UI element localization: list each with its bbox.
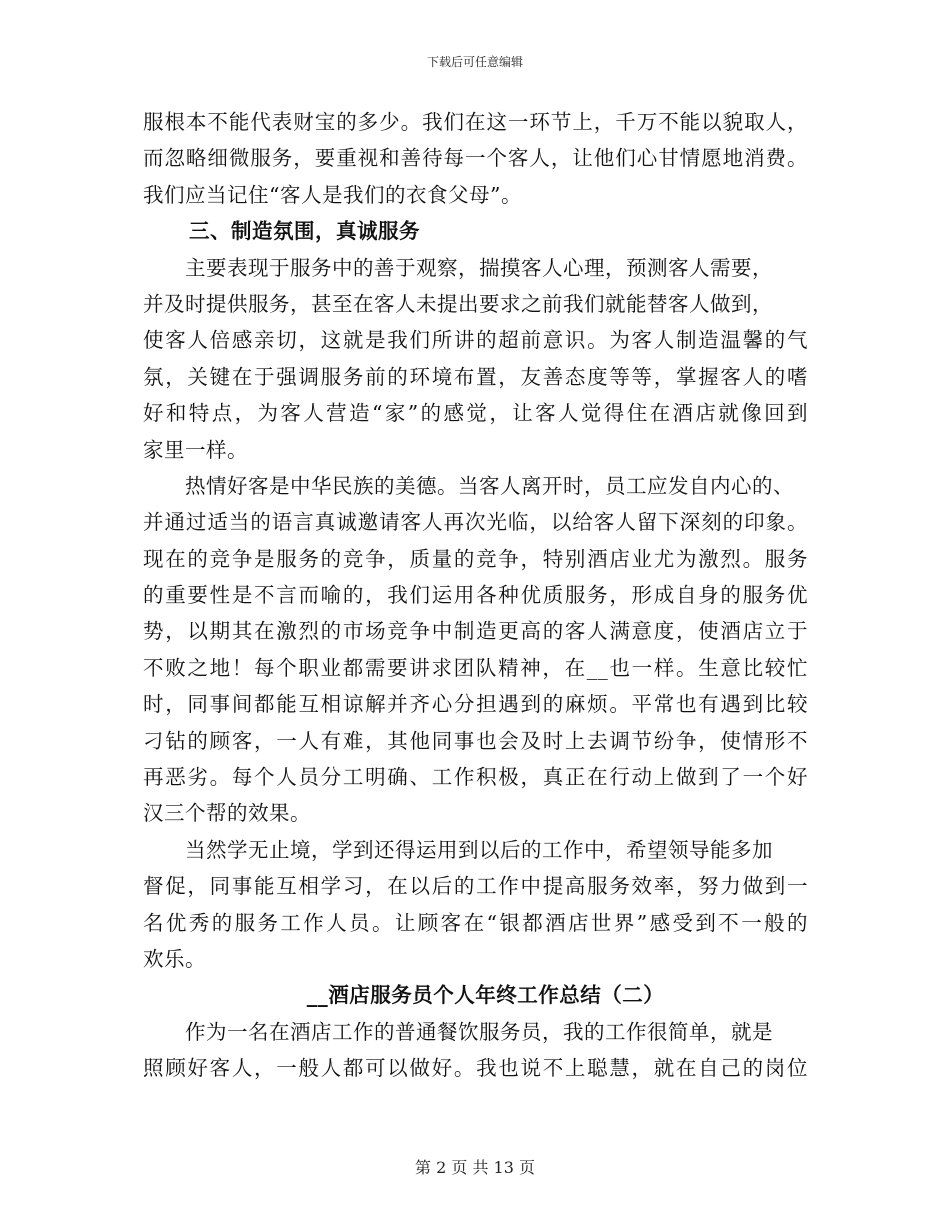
text-line: 名优秀的服务工作人员。让顾客在“银都酒店世界”感受到不一般的 (143, 910, 808, 935)
text-line: 并及时提供服务，甚至在客人未提出要求之前我们就能替客人做到， (143, 291, 773, 316)
text-line: 时，同事间都能互相谅解并齐心分担遇到的麻烦。平常也有遇到比较 (143, 692, 808, 717)
text-line: 势，以期其在激烈的市场竞争中制造更高的客人满意度，使酒店立于 (143, 619, 808, 644)
text-line: 好和特点，为客人营造“家”的感觉，让客人觉得住在酒店就像回到 (143, 401, 808, 426)
text-line: 我们应当记住“客人是我们的衣食父母”。 (143, 182, 522, 207)
text-line: 欢乐。 (143, 946, 206, 971)
text-line: 热情好客是中华民族的美德。当客人离开时，员工应发自内心的、 (185, 473, 794, 498)
text-line: 不败之地！每个职业都需要讲求团队精神，在__也一样。生意比较忙 (143, 655, 808, 680)
text-line: 而忽略细微服务，要重视和善待每一个客人，让他们心甘情愿地消费。 (143, 146, 808, 171)
text-line: 刁钻的顾客，一人有难，其他同事也会及时上去调节纷争，使情形不 (143, 728, 808, 753)
section-heading: 三、制造氛围，真诚服务 (189, 219, 420, 244)
text-line: 作为一名在酒店工作的普通餐饮服务员，我的工作很简单，就是 (185, 1019, 773, 1044)
document-body (143, 104, 808, 1087)
text-line: 使客人倍感亲切，这就是我们所讲的超前意识。为客人制造温馨的气 (143, 328, 808, 353)
text-line: 现在的竞争是服务的竞争，质量的竞争，特别酒店业尤为激烈。服务 (143, 546, 808, 571)
article-title: __酒店服务员个人年终工作总结（二） (306, 983, 665, 1008)
text-line: 当然学无止境，学到还得运用到以后的工作中，希望领导能多加 (185, 837, 773, 862)
text-line: 主要表现于服务中的善于观察，揣摸客人心理，预测客人需要， (185, 255, 773, 280)
page-number: 第 2 页 共 13 页 (415, 1158, 535, 1177)
text-line: 氛，关键在于强调服务前的环境布置，友善态度等等，掌握客人的嗜 (143, 364, 808, 389)
text-line: 家里一样。 (143, 437, 248, 462)
text-line: 服根本不能代表财宝的多少。我们在这一环节上，千万不能以貌取人， (143, 110, 808, 134)
text-line: 的重要性是不言而喻的，我们运用各种优质服务，形成自身的服务优 (143, 583, 808, 608)
text-line: 照顾好客人，一般人都可以做好。我也说不上聪慧，就在自己的岗位 (143, 1056, 808, 1081)
text-line: 再恶劣。每个人员分工明确、工作积极，真正在行动上做到了一个好 (143, 765, 808, 790)
text-line: 汉三个帮的效果。 (143, 801, 311, 826)
text-line: 并通过适当的语言真诚邀请客人再次光临，以给客人留下深刻的印象。 (143, 510, 808, 535)
page-header-note: 下载后可任意编辑 (426, 55, 523, 69)
text-line: 督促，同事能互相学习，在以后的工作中提高服务效率，努力做到一 (143, 874, 808, 899)
